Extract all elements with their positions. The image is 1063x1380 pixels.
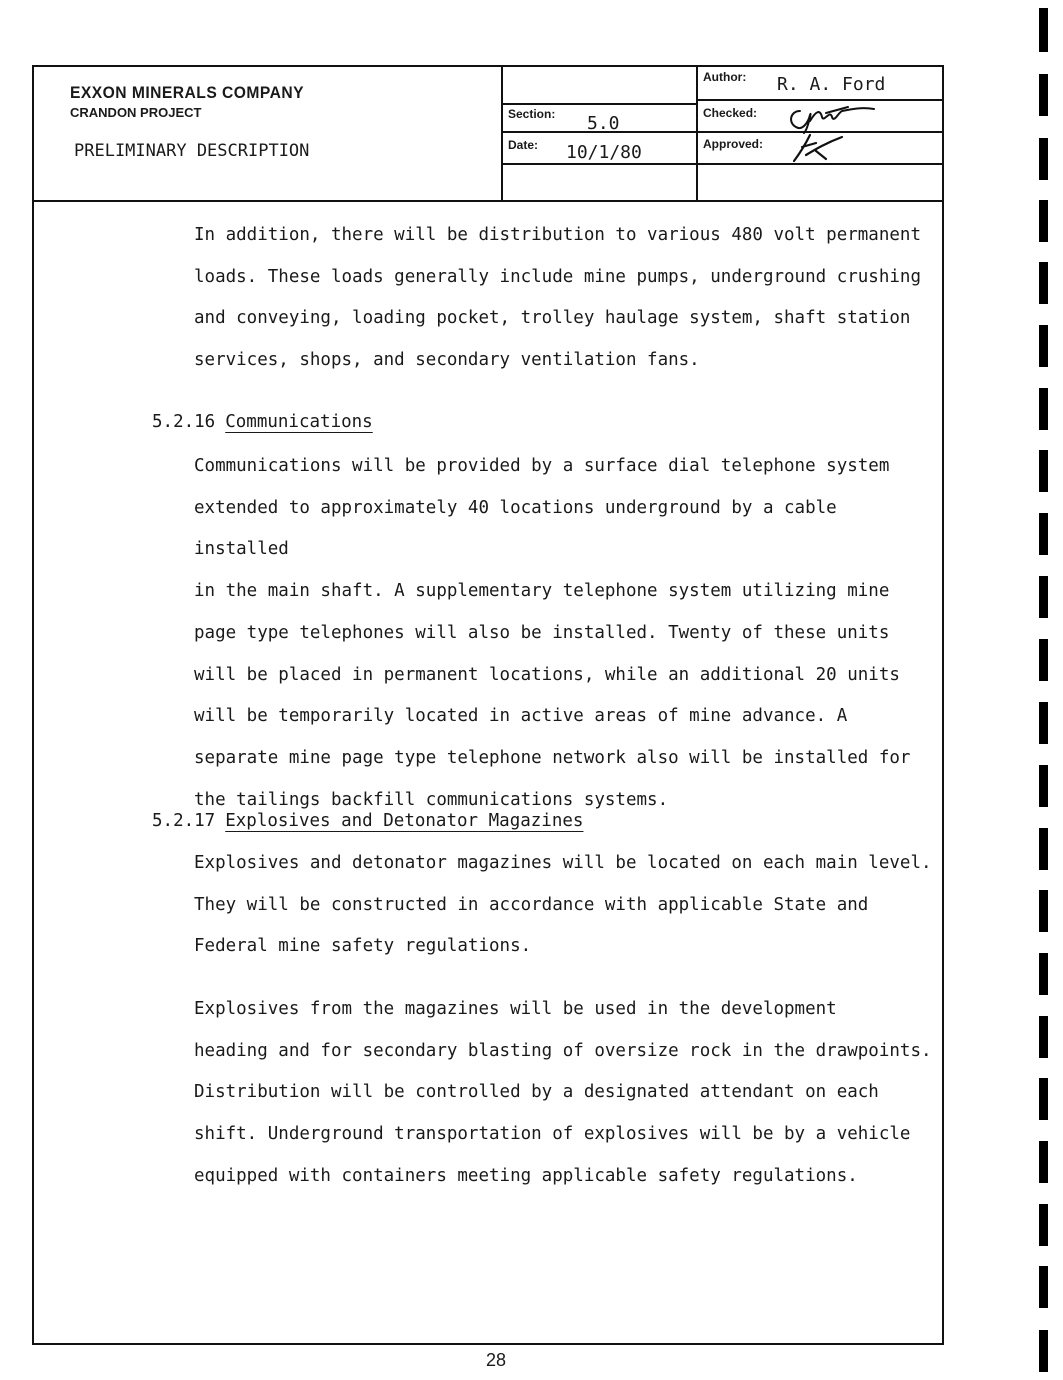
binding-mark	[1039, 138, 1048, 180]
section-number: 5.2.17	[152, 811, 216, 831]
binding-mark	[1039, 1078, 1048, 1120]
binding-mark	[1039, 262, 1048, 304]
binding-mark	[1039, 513, 1048, 555]
author-label: Author:	[703, 70, 747, 84]
communications-paragraph: Communications will be provided by a surface dial telephone system extended to approximately 40 locations underground by a cable installed in the main shaft. A supplementary telephone system utilizing mine page type telephones will also be installed. Twenty of these units will be placed in permanent locations, while an additional 20 units will be temporarily located in active areas of mine advance. A separate mine page type telephone network also will be installed for the tailings backfill communications systems.	[194, 456, 911, 810]
binding-mark	[1039, 1016, 1048, 1058]
binding-mark	[1039, 325, 1048, 367]
binding-mark	[1039, 1330, 1048, 1372]
explosives-paragraph-2: Explosives from the magazines will be used in the development heading and for secondary blasting of oversize rock in the drawpoints. Distribution will be controlled by a designated attendant on each shift. Underground transportation of explosives will be by a vehicle equipped with containers meeting applicable safety regulations.	[194, 999, 932, 1186]
binding-mark	[1039, 8, 1048, 52]
date-value: 10/1/80	[566, 142, 642, 163]
binding-mark	[1039, 74, 1048, 116]
section-heading-explosives	[152, 811, 583, 831]
document-type: PRELIMINARY DESCRIPTION	[74, 141, 310, 161]
checked-label: Checked:	[703, 106, 758, 120]
binding-mark	[1039, 953, 1048, 995]
project-name: CRANDON PROJECT	[70, 105, 202, 120]
binding-mark	[1039, 639, 1048, 681]
binding-mark	[1039, 450, 1048, 492]
binding-mark	[1039, 1204, 1048, 1246]
section-heading-communications	[152, 412, 373, 432]
binding-mark	[1039, 890, 1048, 932]
binding-mark	[1039, 702, 1048, 744]
explosives-paragraph-1: Explosives and detonator magazines will be located on each main level. They will be constructed in accordance with applicable State and Federal mine safety regulations.	[194, 853, 932, 957]
binding-mark	[1039, 1266, 1048, 1308]
binding-mark	[1039, 388, 1048, 430]
date-label: Date:	[508, 138, 539, 152]
intro-paragraph: In addition, there will be distribution to various 480 volt permanent loads. These loads generally include mine pumps, underground crushing and conveying, loading pocket, trolley haulage system, shaft station services, shops, and secondary ventilation fans.	[194, 225, 921, 371]
section-title: Explosives and Detonator Magazines	[225, 811, 584, 831]
binding-mark	[1039, 1141, 1048, 1183]
section-label: Section:	[508, 107, 556, 121]
binding-mark	[1039, 200, 1048, 242]
binding-mark	[1039, 576, 1048, 618]
section-value: 5.0	[587, 113, 620, 134]
binding-mark	[1039, 828, 1048, 870]
company-name: EXXON MINERALS COMPANY	[70, 83, 305, 102]
binding-mark	[1039, 765, 1048, 807]
author-value: R. A. Ford	[777, 74, 886, 95]
approved-label: Approved:	[703, 137, 763, 151]
section-title: Communications	[225, 412, 373, 432]
page-number: 28	[486, 1350, 507, 1370]
section-number: 5.2.16	[152, 412, 216, 432]
